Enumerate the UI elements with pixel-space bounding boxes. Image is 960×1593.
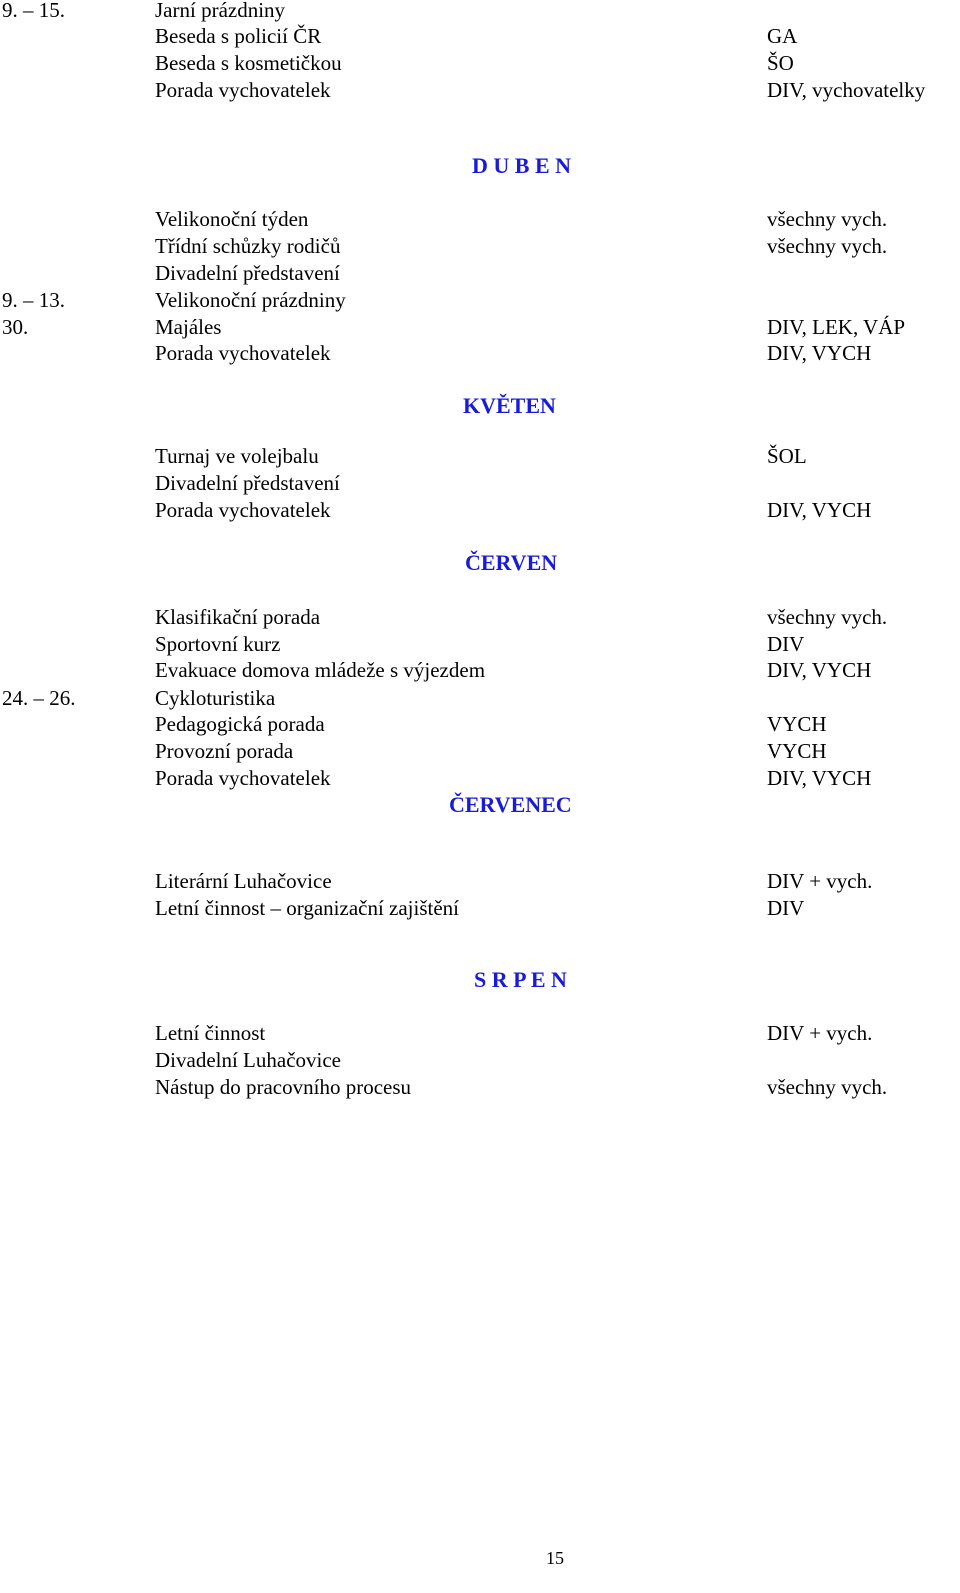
month-heading-duben: D U B E N [472,153,572,178]
row-responsible: DIV + vych. [767,869,873,893]
row-responsible: GA [767,24,798,48]
row-responsible: DIV, VYCH [767,341,872,365]
row-activity: Porada vychovatelek [155,78,331,102]
row-activity: Beseda s policií ČR [155,24,322,48]
row-date: 9. – 15. [2,0,65,22]
row-activity: Třídní schůzky rodičů [155,234,341,258]
row-activity: Porada vychovatelek [155,766,331,790]
row-activity: Nástup do pracovního procesu [155,1075,412,1099]
row-activity: Beseda s kosmetičkou [155,51,342,75]
row-date: 9. – 13. [2,288,65,312]
row-activity: Letní činnost [155,1021,266,1045]
month-heading-kveten: KVĚTEN [463,393,556,418]
row-responsible: ŠOL [767,444,807,468]
row-activity: Provozní porada [155,739,294,763]
row-activity: Sportovní kurz [155,632,281,656]
row-activity: Cykloturistika [155,686,276,710]
row-activity: Turnaj ve volejbalu [155,444,319,468]
row-activity: Jarní prázdniny [155,0,286,22]
row-responsible: všechny vych. [767,234,888,258]
month-heading-cerven: ČERVEN [465,550,558,575]
page-number: 15 [546,1548,564,1568]
row-activity: Literární Luhačovice [155,869,332,893]
row-responsible: DIV, VYCH [767,766,872,790]
row-responsible: DIV, LEK, VÁP [767,315,906,339]
row-activity: Divadelní představení [155,261,340,285]
row-activity: Klasifikační porada [155,605,321,629]
row-responsible: všechny vych. [767,605,888,629]
row-activity: Velikonoční týden [155,207,309,231]
row-responsible: DIV, VYCH [767,498,872,522]
row-activity: Letní činnost – organizační zajištění [155,896,460,920]
row-activity: Divadelní představení [155,471,340,495]
row-responsible: DIV, vychovatelky [767,78,926,102]
row-activity: Divadelní Luhačovice [155,1048,342,1072]
row-responsible: ŠO [767,51,794,75]
month-heading-cervenec: ČERVENEC [449,792,572,817]
row-responsible: DIV [767,896,805,920]
row-activity: Evakuace domova mládeže s výjezdem [155,658,486,682]
month-heading-srpen: S R P E N [474,967,567,992]
row-responsible: DIV [767,632,805,656]
row-activity: Porada vychovatelek [155,498,331,522]
row-activity: Pedagogická porada [155,712,325,736]
row-responsible: všechny vych. [767,1075,888,1099]
row-responsible: VYCH [767,739,827,763]
row-responsible: DIV + vych. [767,1021,873,1045]
row-responsible: všechny vych. [767,207,888,231]
row-responsible: VYCH [767,712,827,736]
row-date: 30. [2,315,29,339]
row-responsible: DIV, VYCH [767,658,872,682]
row-activity: Porada vychovatelek [155,341,331,365]
row-date: 24. – 26. [2,686,76,710]
row-activity: Majáles [155,315,222,339]
row-activity: Velikonoční prázdniny [155,288,346,312]
